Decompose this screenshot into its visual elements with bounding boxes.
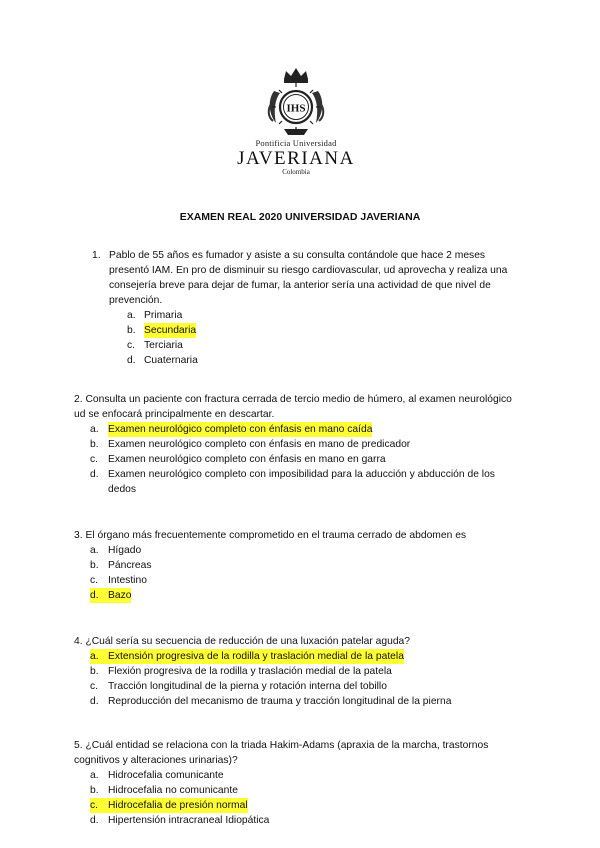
options-list [90, 422, 524, 497]
option-text: Hidrocefalia comunicante [108, 770, 224, 781]
option-text: Examen neurológico completo con imposibilidad para la aducción y abducción de los dedos [108, 469, 495, 495]
option-letter: c. [90, 575, 99, 586]
options-list [90, 543, 524, 603]
option-letter: a. [90, 770, 99, 781]
option-text-highlighted: Secundaria [144, 325, 197, 336]
option-letter: b. [90, 785, 99, 796]
option-text-highlighted: Bazo [108, 590, 132, 601]
option-d [90, 694, 524, 709]
option-b [90, 437, 524, 452]
option-c [90, 798, 524, 813]
option-text: Hidrocefalia no comunicante [108, 785, 238, 796]
option-text-highlighted: Hidrocefalia de presión normal [108, 800, 248, 811]
logo-line-javeriana: JAVERIANA [237, 148, 355, 169]
option-text: Terciaria [144, 340, 183, 351]
question-4 [74, 634, 524, 709]
option-letter: d. [90, 588, 108, 603]
university-logo [236, 65, 356, 176]
option-a [90, 649, 524, 664]
question-2 [74, 392, 524, 497]
option-d [90, 813, 524, 828]
university-crest-icon [264, 65, 328, 137]
options-list [127, 308, 522, 368]
option-d [127, 353, 522, 368]
option-letter: a. [127, 310, 136, 321]
question-1 [92, 248, 522, 368]
question-3 [74, 528, 524, 603]
option-letter: c. [90, 454, 99, 465]
option-c [127, 338, 522, 353]
option-letter: d. [90, 469, 99, 480]
question-5 [74, 738, 524, 828]
option-letter: c. [127, 340, 136, 351]
svg-text:IHS: IHS [286, 102, 306, 115]
question-text: 4. ¿Cuál sería su secuencia de reducción de una luxación patelar aguda? [74, 636, 411, 647]
option-text: Páncreas [108, 560, 152, 571]
option-b [127, 323, 522, 338]
option-c [90, 573, 524, 588]
option-letter: a. [90, 424, 99, 435]
option-letter: d. [90, 696, 99, 707]
question-text: 3. El órgano más frecuentemente comprometido en el trauma cerrado de abdomen es [74, 530, 467, 541]
option-text: Examen neurológico completo con énfasis en mano de predicador [108, 439, 411, 450]
option-text: Reproducción del mecanismo de trauma y tracción longitudinal de la pierna [108, 696, 452, 707]
option-text: Hígado [108, 545, 142, 556]
question-text: 2. Consulta un paciente con fractura cerrada de tercio medio de húmero, al examen neurológico ud se enfocará principalmente en descartar. [74, 394, 512, 420]
option-text: Intestino [108, 575, 147, 586]
options-list [90, 768, 524, 828]
option-d [90, 467, 524, 497]
option-c [90, 452, 524, 467]
option-text: Flexión progresiva de la rodilla y traslación medial de la patela [108, 666, 392, 677]
question-number: 1. [92, 250, 101, 261]
option-letter: d. [127, 355, 136, 366]
option-letter: b. [127, 325, 136, 336]
logo-line-colombia: Colombia [282, 168, 310, 176]
option-letter: c. [90, 681, 99, 692]
option-a [90, 543, 524, 558]
option-text: Primaria [144, 310, 183, 321]
option-b [90, 558, 524, 573]
options-list [90, 649, 524, 709]
question-text: 5. ¿Cuál entidad se relaciona con la triada Hakim-Adams (apraxia de la marcha, trastornos cognitivos y alteraciones urinarias)? [74, 740, 489, 766]
option-b [90, 783, 524, 798]
option-letter: a. [90, 545, 99, 556]
question-text: Pablo de 55 años es fumador y asiste a su consulta contándole que hace 2 meses presentó IAM. En pro de disminuir su riesgo cardiovascular, ud aprovecha y realiza una consejería breve para dejar de fumar, la anterior sería una actividad de que nivel de prevención. [109, 250, 508, 306]
option-c [90, 679, 524, 694]
option-letter: d. [90, 815, 99, 826]
option-a [127, 308, 522, 323]
option-a [90, 422, 524, 437]
option-a [90, 768, 524, 783]
logo-line-pontificia: Pontificia Universidad [255, 138, 337, 148]
document-title: EXAMEN REAL 2020 UNIVERSIDAD JAVERIANA [179, 211, 421, 223]
option-text: Hipertensión intracraneal Idiopática [108, 815, 270, 826]
option-b [90, 664, 524, 679]
option-text-highlighted: Examen neurológico completo con énfasis en mano caída [108, 424, 373, 435]
option-letter: b. [90, 666, 99, 677]
option-letter: c. [90, 798, 108, 813]
option-text-highlighted: Extensión progresiva de la rodilla y traslación medial de la patela [108, 651, 404, 662]
option-letter: b. [90, 439, 99, 450]
option-text: Examen neurológico completo con énfasis en mano en garra [108, 454, 386, 465]
option-text: Cuaternaria [144, 355, 198, 366]
option-d [90, 588, 524, 603]
option-letter: a. [90, 649, 108, 664]
option-text: Tracción longitudinal de la pierna y rotación interna del tobillo [108, 681, 387, 692]
option-letter: b. [90, 560, 99, 571]
